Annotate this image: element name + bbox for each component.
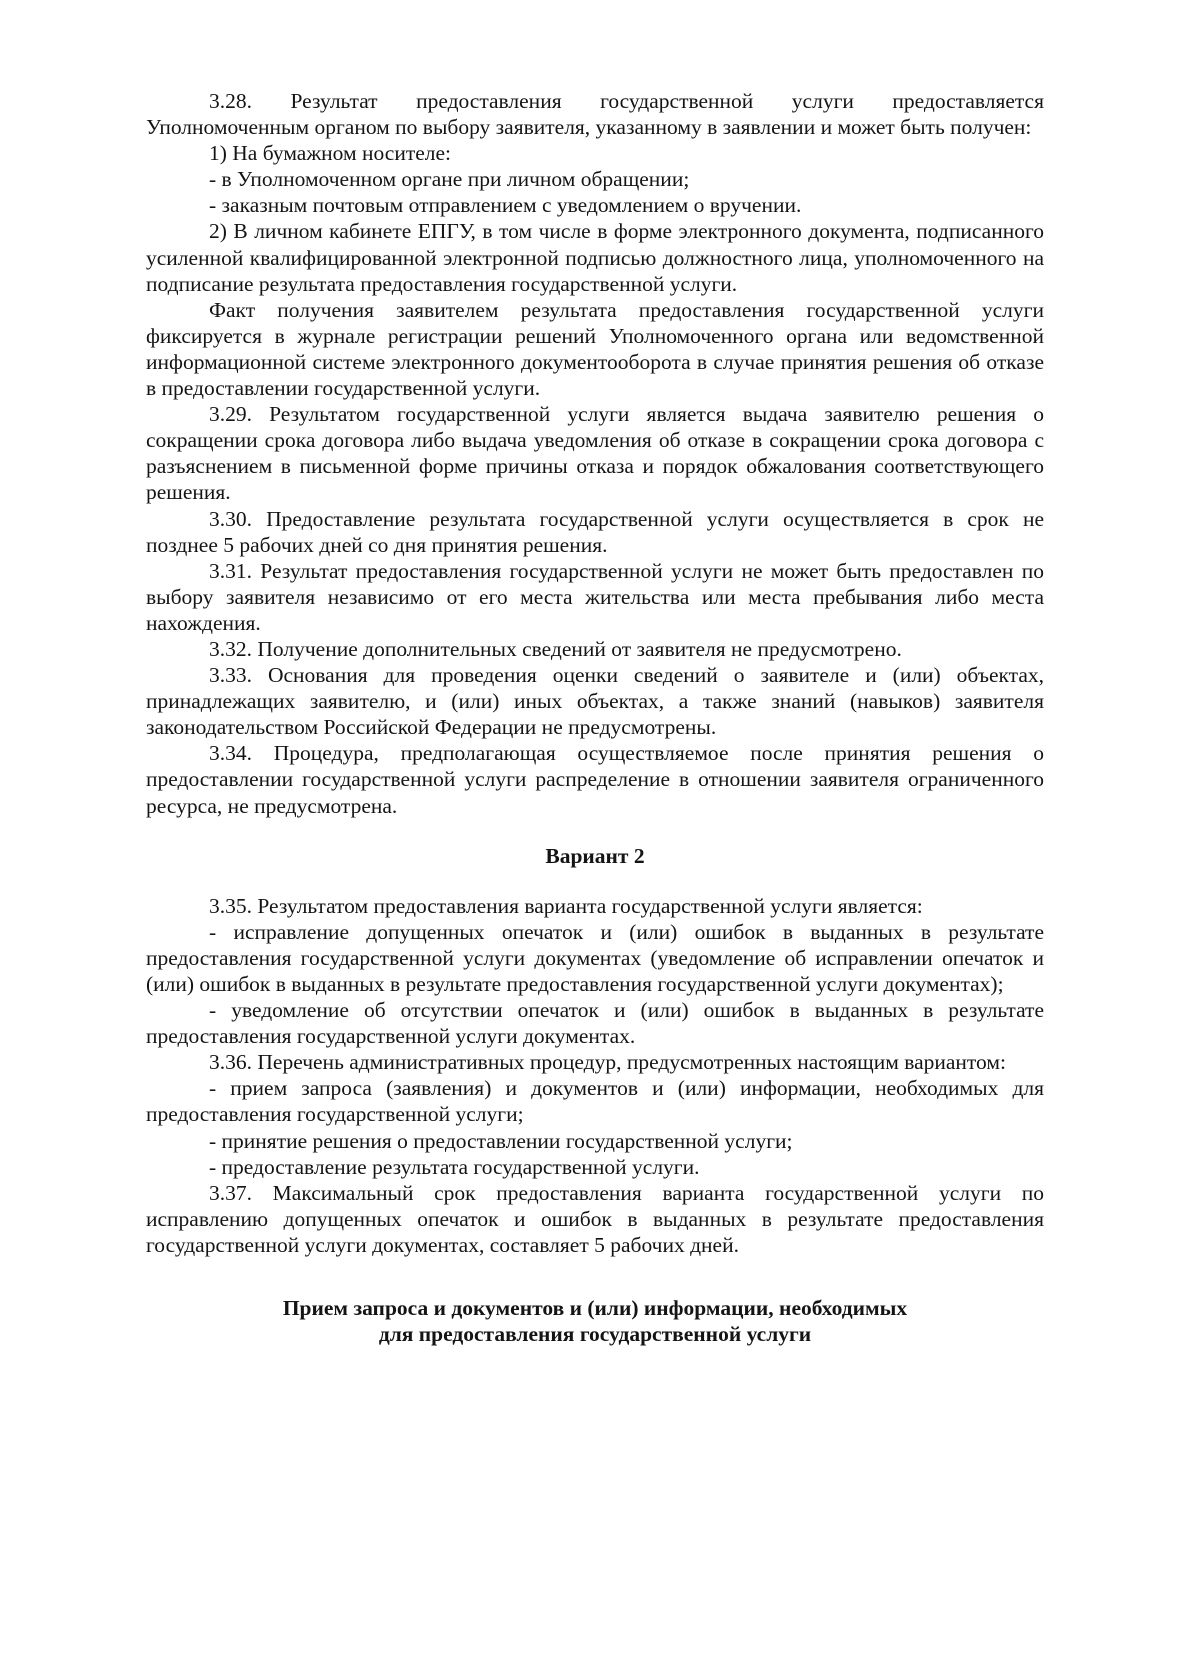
list-item-result: - предоставление результата государственной услуги. xyxy=(209,1154,700,1179)
subsection-heading xyxy=(146,1295,1044,1347)
list-item-epgu: 2) В личном кабинете ЕПГУ, в том числе в форме электронного документа, подписанного усиленной квалифицированной электронной подписью должностного лица, уполномоченного на подписание результата предоставления государственной услуги. xyxy=(146,219,1044,296)
document-page xyxy=(146,88,1044,1347)
section-heading-variant-2: Вариант 2 xyxy=(545,843,645,868)
list-item-correction: - исправление допущенных опечаток и (или) ошибок в выданных в результате предоставления государственной услуги документах (уведомление об исправлении опечаток и (или) ошибок в выданных в результате предоставления государственной услуги документах); xyxy=(146,919,1044,996)
paragraph-3-33: 3.33. Основания для проведения оценки сведений о заявителе и (или) объектах, принадлежащих заявителю, и (или) иных объектах, а также знаний (навыков) заявителя законодательством Российской Федерации не предусмотрены. xyxy=(146,663,1044,740)
paragraph-3-32: 3.32. Получение дополнительных сведений от заявителя не предусмотрено. xyxy=(209,636,902,661)
paragraph-3-34: 3.34. Процедура, предполагающая осуществляемое после принятия решения о предоставлении государственной услуги распределение в отношении заявителя ограниченного ресурса, не предусмотрена. xyxy=(146,741,1044,818)
paragraph-3-35: 3.35. Результатом предоставления варианта государственной услуги является: xyxy=(209,893,923,918)
list-item-no-errors: - уведомление об отсутствии опечаток и (или) ошибок в выданных в результате предоставления государственной услуги документах. xyxy=(146,998,1044,1049)
subsection-heading-line-1: Прием запроса и документов и (или) информации, необходимых xyxy=(282,1296,908,1321)
paragraph-3-28: 3.28. Результат предоставления государственной услуги предоставляется Уполномоченным органом по выбору заявителя, указанному в заявлении и может быть получен: xyxy=(146,89,1044,140)
paragraph-receipt-fact: Факт получения заявителем результата предоставления государственной услуги фиксируется в журнале регистрации решений Уполномоченного органа или ведомственной информационной системе электронного документооборота в случае принятия решения об отказе в предоставлении государственной услуги. xyxy=(146,297,1044,401)
paragraph-3-31: 3.31. Результат предоставления государственной услуги не может быть предоставлен по выбору заявителя независимо от его места жительства или места пребывания либо места нахождения. xyxy=(146,558,1044,635)
paragraph-3-29: 3.29. Результатом государственной услуги является выдача заявителю решения о сокращении срока договора либо выдача уведомления об отказе в сокращении срока договора с разъяснением в письменной форме причины отказа и порядок обжалования соответствующего решения. xyxy=(146,402,1044,505)
paragraph-3-37: 3.37. Максимальный срок предоставления варианта государственной услуги по исправлению допущенных опечаток и ошибок в выданных в результате предоставления государственной услуги документах, составляет 5 рабочих дней. xyxy=(146,1180,1044,1257)
list-item-request-intake: - прием запроса (заявления) и документов и (или) информации, необходимых для предоставления государственной услуги; xyxy=(146,1076,1044,1127)
paragraph-3-30: 3.30. Предоставление результата государственной услуги осуществляется в срок не позднее 5 рабочих дней со дня принятия решения. xyxy=(146,506,1044,557)
list-item-paper: 1) На бумажном носителе: xyxy=(209,141,452,166)
list-item-in-person: - в Уполномоченном органе при личном обращении; xyxy=(209,167,690,192)
list-item-mail: - заказным почтовым отправлением с уведомлением о вручении. xyxy=(209,193,802,218)
list-item-decision: - принятие решения о предоставлении государственной услуги; xyxy=(209,1128,793,1153)
paragraph-3-36: 3.36. Перечень административных процедур, предусмотренных настоящим вариантом: xyxy=(209,1050,1006,1075)
subsection-heading-line-2: для предоставления государственной услуги xyxy=(378,1322,812,1347)
